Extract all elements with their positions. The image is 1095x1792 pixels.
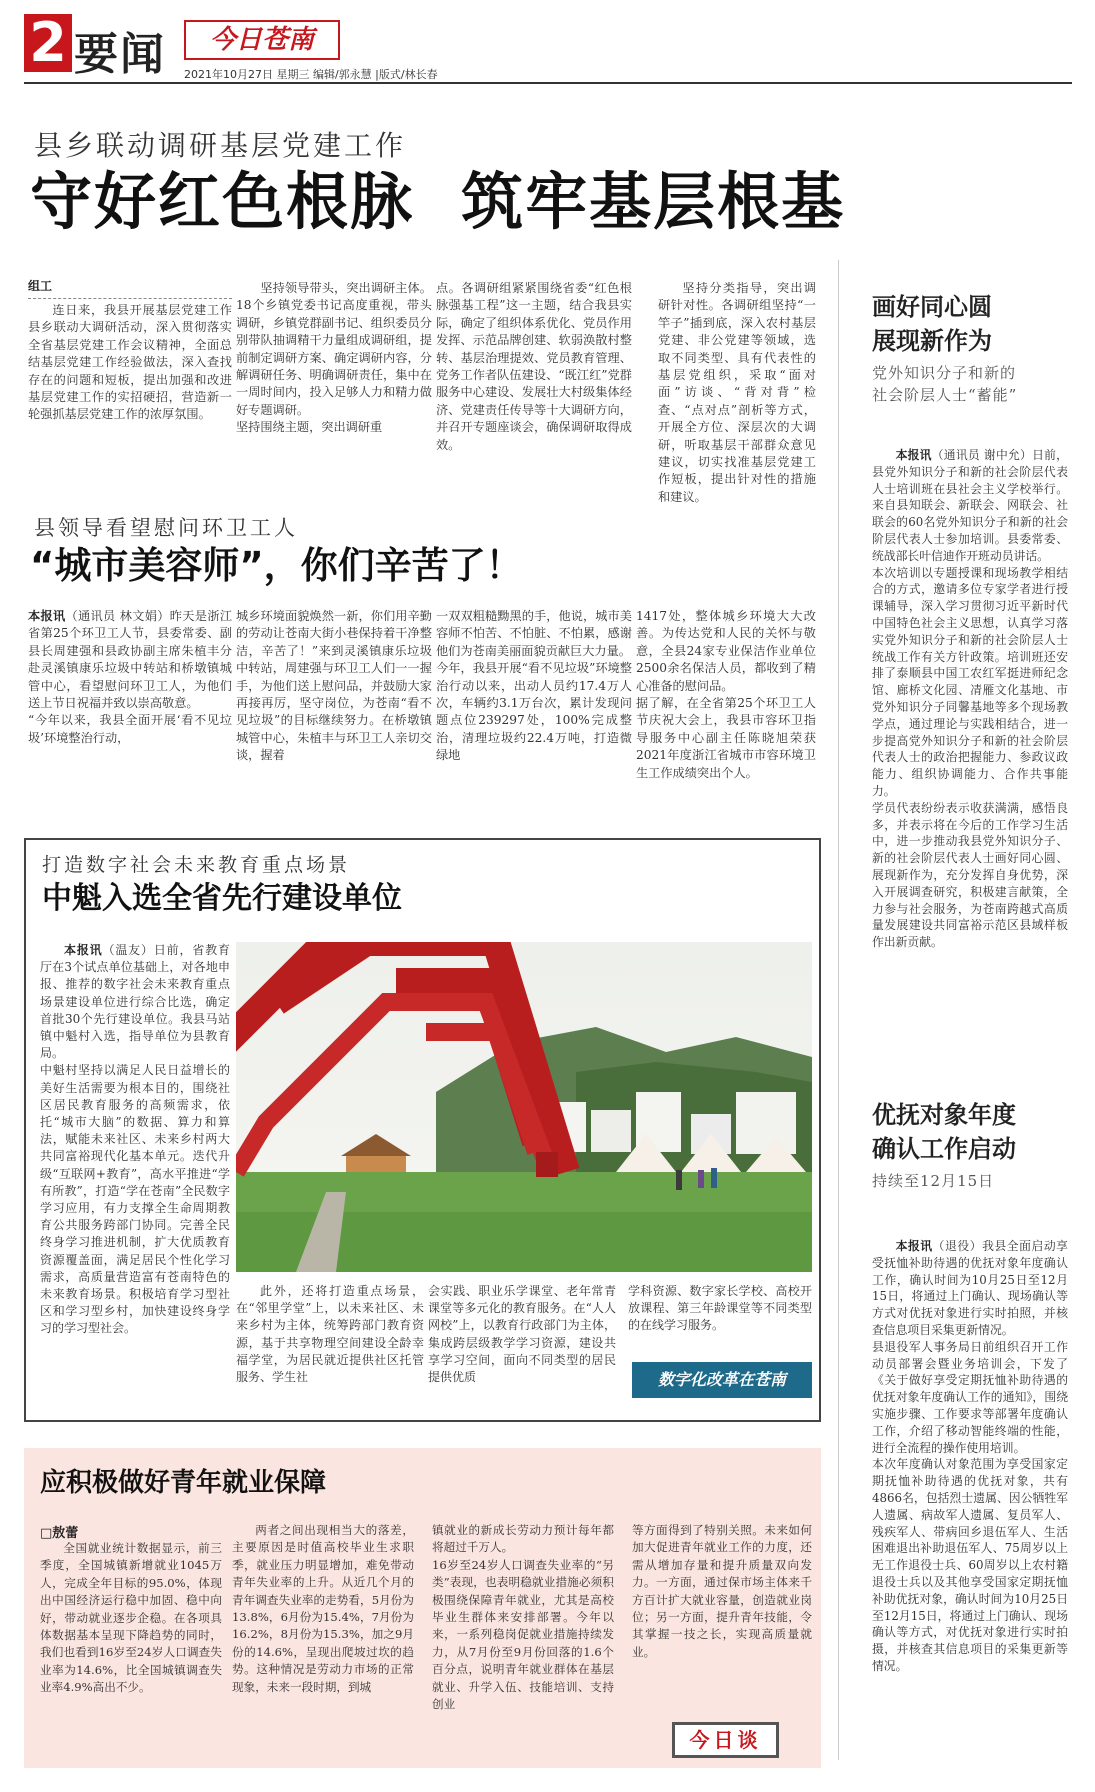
sidebar-2-title-2: 确认工作启动 [872,1135,1016,1163]
sanitation-col-4: 1417处，整体城乡环境大大改善。为传达党和人民的关怀与敬意，全县24家专业保洁作业单位2500余名保洁人员，都收到了精心准备的慰问品。 据了解，在全省第25个环卫工人节庆祝大会上，我县市容环卫指导服务中心副主任陈晓旭荣获2021年度浙江省城市市容环境卫生工作成绩突出个人。 [636,609,816,780]
sidebar-1-sub-1: 党外知识分子和新的 [872,364,1017,382]
lead-title: 守好红色根脉 筑牢基层根基 [30,165,846,238]
education-kicker: 打造数字社会未来教育重点场景 [42,854,351,876]
sidebar-2-byline-reporter: （退役） [932,1239,983,1253]
paper-logo: 今日苍南 [184,20,340,60]
section-title: 要闻 [74,29,166,80]
header-rule [24,82,1072,84]
youth-byline: □敖蕾 [40,1526,79,1541]
education-bottom-col-2: 会实践、职业乐学课堂、老年常青课堂等多元化的教育服务。在“人人网校”上，以教育行政部门为主体，集成跨层级教学学习资源，建设共享学习空间，面向不同类型的居民提供优质 [428,1284,616,1385]
youth-title: 应积极做好青年就业保障 [40,1468,327,1498]
sidebar-2-title-1: 优抚对象年度 [872,1101,1016,1129]
education-byline-reporter: （温友） [102,943,154,957]
sanitation-col-1-text: 昨天是浙江省第25个环卫工人节，县委常委、副县长周建强和县政协副主席朱植丰分赴灵溪镇康乐垃圾中转站和桥墩镇城管中心，看望慰问环卫工人，为他们送上节日祝福并致以崇高敬意。 “今年以来，我县全面开展‘看不见垃圾’环境整治行动， [28,609,233,745]
page-number: 2 [24,14,72,72]
education-bottom-col-1: 此外，还将打造重点场景，在“邻里学堂”上，以未来社区、未来乡村为主体，统筹跨部门教育资源，基于共享物理空间建设全龄幸福学堂，为居民就近提供社区托管服务、学生社 [236,1284,424,1385]
sidebar-2-text: 我县全面启动享受抚恤补助待遇的优抚对象年度确认工作，确认时间为10月25日至12月15日，将通过上门确认、现场确认等方式对优抚对象进行实时拍照，并核查信息项目采集更新情况。 县退役军人事务局日前组织召开工作动员部署会暨业务培训会，下发了《关于做好享受定期抚恤补助待遇的优抚对象年度确认工作的通知》，围绕实施步骤、工作要求等部署年度确认工作，介绍了移动智能终端的性能，进行全流程的操作使用培训。 本次年度确认对象范围为享受国家定期抚恤补助待遇的优抚对象，共有4866名，包括烈士遗属、因公牺牲军人遗属、病故军人遗属、复员军人、残疾军人、带病回乡退伍军人、生活困难退出补助退伍军人、75周岁以上无工作退役士兵、60周岁以上农村籍退役士兵以及其他享受国家定期抚恤补助优抚对象，确认时间为10月25日至12月15日，将通过上门确认、现场确认等方式，对优抚对象进行实时拍摄，并核查其信息项目的采集更新等情况。 [872,1239,1068,1673]
sidebar-1-byline-reporter: （通讯员 谢中允） [931,448,1033,462]
sanitation-title: “城市美容师”，你们辛苦了！ [30,544,523,587]
issue-meta: 2021年10月27日 星期三 编辑/郭永慧 |版式/林长春 [184,68,438,81]
education-left-text: 日前，省教育厅在3个试点单位基础上，对各地申报、推荐的数字社会未来教育重点场景建设单位进行综合比选，确定首批30个先行建设单位。我县马站镇中魁村入选，指导单位为县教育局。 中魁村坚持以满足人民日益增长的美好生活需要为根本目的，围绕社区居民教育服务的高频需求，依托“城市大脑”的数据、算力和算法，赋能未来社区、未来乡村两大共同富裕现代化基本单元。迭代升级“互联网+教育”，高水平推进“学有所教”，打造“学在苍南”全民数字学习应用，有力支撑全生命周期教育公共服务跨部门协同。完善全民终身学习推进机制，扩大优质教育资源覆盖面，满足居民个性化学习需求，高质量营造富有苍南特色的未来教育场景。积极培育学习型社区和学习型乡村，加快建设终身学习的学习型社会。 [40,943,230,1336]
sidebar-2-byline-label: 本报讯 [895,1239,933,1253]
sanitation-col-3: 一双双粗糙黝黑的手，他说，城市美容师不怕苦、不怕脏、不怕累，感谢他们为苍南美丽面貌贡献巨大力量。 今年，我县开展“看不见垃圾”环境整治行动以来，出动人员约17.4万人次，车辆约3.1万台次，累计发现问题点位239297处，100%完成整治，清理垃圾约22.4万吨，打造微绿地 [436,609,632,763]
youth-col-1: 全国就业统计数据显示，前三季度，全国城镇新增就业1045万人，完成全年目标的95.0%，体现出中国经济运行稳中加固、稳中向好，带动就业逐步企稳。在各项具体数据基本呈现下降趋势的同时，我们也看到16岁至24岁人口调查失业率为14.6%，比全国城镇调查失业率4.9%高出不少。 [40,1541,222,1695]
sidebar-2-body [872,1238,1068,1675]
youth-col-2: 两者之间出现相当大的落差，主要原因是时值高校毕业生求职季，就业压力明显增加，难免带动青年失业率的上升。从近几个月的青年调查失业率的走势看，5月份为13.8%，6月份为15.4%，7月份为16.2%，8月份为15.3%，加之9月份的14.6%，呈现出爬坡过坎的趋势。这种情况是劳动力市场的正常现象，未来一段时期，到城 [232,1523,414,1694]
sanitation-kicker: 县领导看望慰问环卫工人 [34,516,298,540]
sidebar-2-sub: 持续至12月15日 [872,1172,995,1190]
sidebar-1-byline-label: 本报讯 [895,448,932,462]
education-byline-label: 本报讯 [64,943,103,957]
sidebar-1-sub-2: 社会阶层人士“蓄能” [872,386,1018,404]
lead-col-3: 点。各调研组紧紧围绕省委“红色根脉强基工程”这一主题，结合我县实际，确定了组织体系优化、党员作用发挥、示范品牌创建、软弱涣散村整转、基层治理提效、党员教育管理、党务工作者队伍建设、“既江红”党群服务中心建设、发展壮大村级集体经济、党建责任传导等十大调研方向，并召开专题座谈会，确保调研取得成效。 [436,281,632,452]
sanitation-byline-reporter: （通讯员 林文娟） [65,609,170,623]
lead-col-4: 坚持分类指导，突出调研针对性。各调研组坚持“一竿子”插到底，深入农村基层党建、非公党建等领域，选取不同类型、具有代表性的基层党组织，采取“面对面”访谈、“背对背”检查、“点对点”剖析等方式，开展全方位、深层次的大调研，听取基层干部群众意见建议，切实找准基层党建工作短板，提出针对性的措施和建议。 [658,281,816,504]
lead-byline: 组工 [28,277,232,299]
today-talk-tag: 今日谈 [672,1722,779,1758]
sanitation-col-1 [28,608,232,747]
sidebar-divider [838,260,839,1760]
sanitation-byline-label: 本报讯 [28,609,66,623]
sanitation-col-2: 城乡环境面貌焕然一新，你们用辛勤的劳动让苍南大街小巷保持着干净整洁，辛苦了！”来到灵溪镇康乐垃圾中转站，周建强与环卫工人们一一握手，为他们送上慰问品，并鼓励大家再接再厉，坚守岗位，为苍南“看不见垃圾”的目标继续努力。在桥墩镇城管中心，朱植丰与环卫工人亲切交谈，握着 [236,609,432,763]
education-photo [236,942,812,1272]
youth-col-3: 镇就业的新成长劳动力预计每年都将超过千万人。 16岁至24岁人口调查失业率的“另类”表现，也表明稳就业措施必须积极围绕保障青年就业，尤其是高校毕业生群体来安排部署。今年以来，一系列稳岗促就业措施持续发力，从7月份至9月份回落的1.6个百分点，说明青年就业群体在基层就业、升学入伍、技能培训、支持创业 [432,1523,614,1712]
lead-col-1: 连日来，我县开展基层党建工作县乡联动大调研活动，深入贯彻落实全省基层党建工作会议精神，全面总结基层党建工作经验做法，深入查找存在的问题和短板，提出加强和改进基层党建工作的实招硬招，营造新一轮强抓基层党建工作的浓厚氛围。 [28,303,232,422]
red-frame-sculpture-image [236,942,812,1272]
sidebar-1-text: 日前，县党外知识分子和新的社会阶层代表人士培训班在县社会主义学校举行。来自县知联会、新联会、网联会、社联会的60名党外知识分子和新的社会阶层代表人士参加培训。县委常委、统战部长叶信迪作开班动员讲话。 本次培训以专题授课和现场教学相结合的方式，邀请多位专家学者进行授课辅导，深入学习贯彻习近平新时代中国特色社会主义思想，认真学习落实党外知识分子和新的社会阶层人士统战工作有关方针政策。培训班还安排了泰顺县中国工农红军挺进师纪念馆、廊桥文化园、凊雁文化基地、市党外知识分子同馨基地等多个现场教学点，通过理论与实践相结合，进一步提高党外知识分子和新的社会阶层代表人士的政治把握能力、参政议政能力、组织协调能力、合作共事能力。 学员代表纷纷表示收获满满，感悟良多，并表示将在今后的工作学习生活中，进一步推动我县党外知识分子、新的社会阶层代表人士画好同心圆、展现新作为，充分发挥自身优势，深入开展调查研究，积极建言献策，全力参与社会服务，为苍南跨越式高质量发展建设共同富裕示范区县域样板作出新贡献。 [872,448,1068,950]
education-left-col [40,942,230,1338]
youth-col-4: 等方面得到了特别关照。未来如何加大促进青年就业工作的力度，还需从增加存量和提升质量双向发力。一方面，通过保市场主体来千方百计扩大就业容量，创造就业岗位；另一方面，提升青年技能，令其掌握一技之长，实现高质量就业。 [632,1523,812,1659]
digital-reform-badge: 数字化改革在苍南 [632,1362,812,1398]
education-bottom-col-3: 学科资源、数字家长学校、高校开放课程、第三年龄课堂等不同类型的在线学习服务。 [628,1284,812,1333]
sidebar-1-title-2: 展现新作为 [872,327,992,355]
sidebar-1-title-1: 画好同心圆 [872,293,992,321]
lead-col-2: 坚持领导带头，突出调研主体。18个乡镇党委书记高度重视，带头调研，乡镇党群副书记、组织委员分别带队抽调精干力量组成调研组，提前制定调研方案、确定调研内容，分解调研任务、明确调研责任，集中在一周时间内，投入足够人力和精力做好专题调研。 坚持围绕主题，突出调研重 [236,281,432,435]
sidebar-1-body [872,447,1068,951]
education-title: 中魁入选全省先行建设单位 [42,881,402,916]
lead-kicker: 县乡联动调研基层党建工作 [34,129,407,162]
